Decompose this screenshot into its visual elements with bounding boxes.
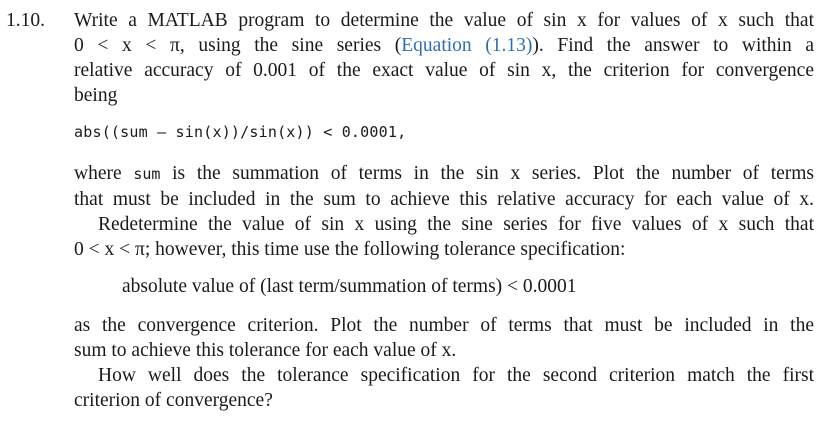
intro-line-2 xyxy=(74,33,814,58)
intro-line-3: relative accuracy of 0.001 of the exact value of sin x, the criterion for convergence xyxy=(74,60,814,81)
convergence-code: abs((sum – sin(x))/sin(x)) < 0.0001, xyxy=(74,123,407,141)
paragraph-plot xyxy=(74,161,814,212)
question-line-2: criterion of convergence? xyxy=(74,390,273,411)
paragraph-redetermine xyxy=(74,212,814,262)
intro-line-2-end: ). Find the answer to within a xyxy=(532,35,815,56)
plot-line-2: that must be included in the sum to achieve this relative accuracy for each value of x. xyxy=(74,189,814,210)
tolerance-criterion: absolute value of (last term/summation of terms) < 0.0001 xyxy=(122,276,577,297)
redetermine-line-2: 0 < x < π; however, this time use the following tolerance specification: xyxy=(74,239,626,260)
sum-variable: sum xyxy=(133,165,161,183)
equation-reference-link[interactable]: Equation (1.13) xyxy=(401,35,533,56)
paragraph-intro xyxy=(74,8,814,108)
problem-body xyxy=(74,8,814,413)
criterion-line-1: as the convergence criterion. Plot the number of terms that must be included in the xyxy=(74,315,814,336)
plot-line-1-rest: is the summation of terms in the sin x series. Plot the number of terms xyxy=(172,163,815,184)
intro-line-2-start: 0 < x < π, using the sine series ( xyxy=(74,35,402,56)
intro-line-4: being xyxy=(74,85,118,106)
plot-line-1-where: where xyxy=(74,163,122,184)
question-line-1: How well does the tolerance specification for the second criterion match the first xyxy=(98,365,814,386)
paragraph-criterion xyxy=(74,313,814,363)
paragraph-question xyxy=(74,363,814,413)
intro-line-1: Write a MATLAB program to determine the value of sin x for values of x such that xyxy=(74,10,814,31)
problem-number: 1.10. xyxy=(6,10,45,31)
redetermine-line-1: Redetermine the value of sin x using the sine series for five values of x such that xyxy=(98,214,814,235)
criterion-line-2: sum to achieve this tolerance for each value of x. xyxy=(74,340,457,361)
plot-line-1 xyxy=(74,161,814,187)
